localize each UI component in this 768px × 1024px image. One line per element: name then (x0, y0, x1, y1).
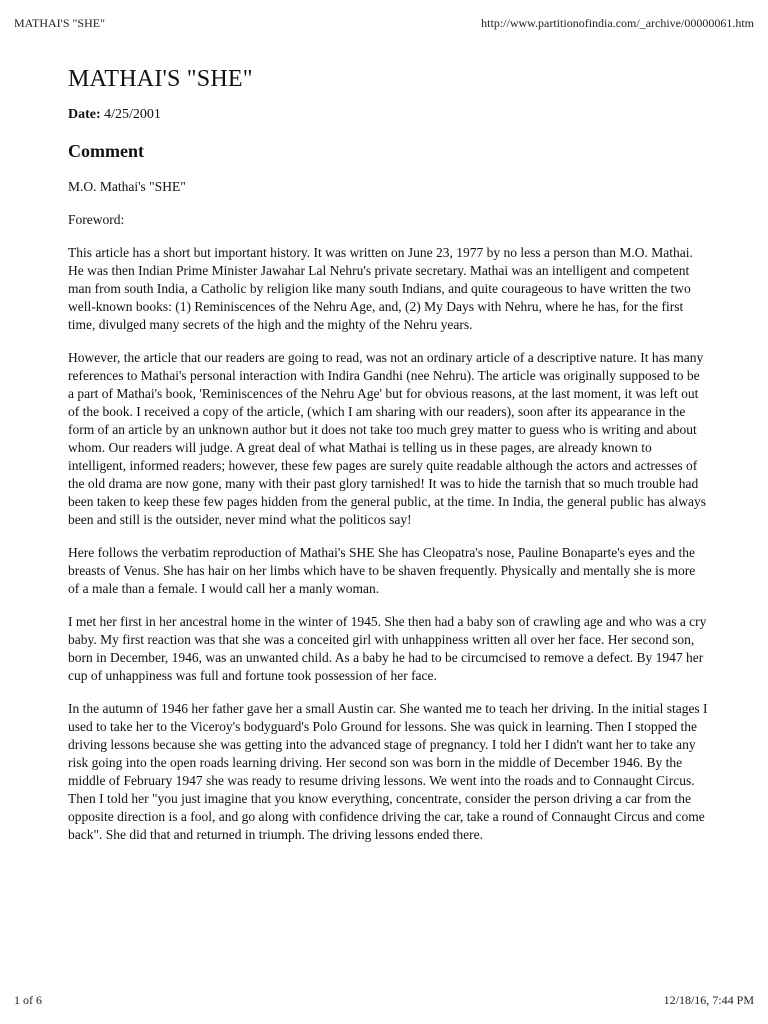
foreword-label: Foreword: (68, 212, 125, 227)
paragraph: Here follows the verbatim reproduction of Mathai's SHE She has Cleopatra's nose, Pauline Bonaparte's eyes and the breasts of Venus. She has hair on her limbs which have to be shaven frequently. Physically and mentally she is more of a male than a female. I would call her a manly woman. (68, 545, 696, 596)
print-footer (14, 993, 754, 1008)
paragraph: I met her first in her ancestral home in the winter of 1945. She then had a baby son of crawling age and who was a cry baby. My first reaction was that she was a conceited girl with unhappiness written all over her face. Her second son, born in December, 1946, was an unwanted child. As a baby he had to be circumcised to remove a defect. By 1947 her cup of unhappiness was full and fortune took possession of her face. (68, 614, 707, 683)
print-header-title: MATHAI'S "SHE" (14, 16, 105, 30)
print-timestamp: 12/18/16, 7:44 PM (663, 993, 754, 1007)
paragraph: However, the article that our readers are going to read, was not an ordinary article of a descriptive nature. It has many references to Mathai's personal interaction with Indira Gandhi (nee Nehru). The article was originally supposed to be a part of Mathai's book, 'Reminiscences of the Nehru Age' but for obvious reasons, at the last moment, it was left out of the book. I received a copy of the article, (which I am sharing with our readers), soon after its appearance in the form of an article by an unknown author but it does not take too much grey matter to guess who is writing and about whom. Our readers will judge. A great deal of what Mathai is telling us in these pages, are already known to intelligent, informed readers; however, these few pages are surely quite readable although the actors and actresses of the old drama are now gone, many with their past glory tarnished! It was to hide the tarnish that so much trouble had been taken to keep these few pages hidden from the general public, at the time. In India, the general public has always been and still is the outsider, never mind what the politicos say! (68, 350, 707, 527)
paragraph: This article has a short but important history. It was written on June 23, 1977 by no less a person than M.O. Mathai. He was then Indian Prime Minister Jawahar Lal Nehru's private secretary. Mathai was an intelligent and competent man from south India, a Catholic by religion like many south Indians, and quite courageous to have written the two well-known books: (1) Reminiscences of the Nehru Age, and, (2) My Days with Nehru, where he has, for the first time, divulged many secrets of the high and the mighty of the Nehru years. (68, 245, 693, 332)
print-header-url: http://www.partitionofindia.com/_archive/00000061.htm (481, 16, 754, 30)
comment-heading: Comment (68, 141, 144, 161)
article-subtitle: M.O. Mathai's "SHE" (68, 179, 186, 194)
page-title: MATHAI'S "SHE" (68, 66, 253, 92)
paragraph: In the autumn of 1946 her father gave her a small Austin car. She wanted me to teach her driving. In the initial stages I used to take her to the Viceroy's bodyguard's Polo Ground for lessons. She was quick in learning. Then I stopped the driving lessons because she was getting into the advanced stage of pregnancy. I told her I didn't want her to take any risk going into the open roads learning driving. Her second son was born in the middle of December 1946. By the middle of February 1947 she was ready to resume driving lessons. We went into the roads and to Connaught Circus. Then I told her "you just imagine that you know everything, concentrate, consider the person driving a car from the opposite direction is a fool, and go along with confidence driving the car, take a round of Connaught Circus and come back". She did that and returned in triumph. The driving lessons ended there. (68, 701, 708, 842)
page-count: 1 of 6 (14, 993, 42, 1007)
date-value: 4/25/2001 (104, 107, 161, 122)
date-label: Date: (68, 107, 101, 122)
date-line (68, 107, 708, 123)
article (68, 66, 708, 859)
print-header (14, 16, 754, 31)
